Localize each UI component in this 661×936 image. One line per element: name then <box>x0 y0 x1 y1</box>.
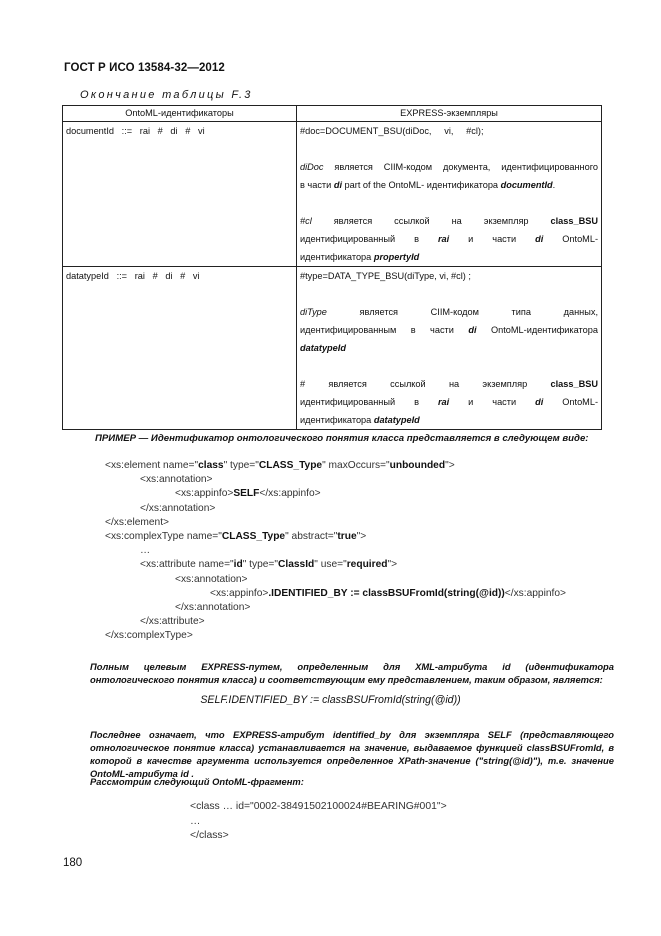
paragraph-express-path: Полным целевым EXPRESS-путем, определенным для XML-атрибута id (идентификатора онтологического понятия класса) и соответствующим ему представлением, таким образом, является: <box>90 661 614 685</box>
table-caption: Окончание таблицы F.3 <box>80 89 253 101</box>
code-line: <xs:annotation> <box>175 573 248 585</box>
code-line: <xs:annotation> <box>140 474 213 486</box>
row1-line3a: #cl является ссылкой на экземпляр class_BSU <box>300 216 598 226</box>
page-number: 180 <box>63 857 83 869</box>
row2-identifier <box>63 267 297 430</box>
standard-header: ГОСТ Р ИСО 13584-32—2012 <box>64 62 225 74</box>
row2-line2c: datatypeId <box>300 343 346 353</box>
formula: SELF.IDENTIFIED_BY := classBSUFromId(string(@id)) <box>200 694 461 706</box>
code-line: <xs:complexType name="CLASS_Type" abstract="true"> <box>105 531 367 543</box>
code-line: <xs:appinfo>.IDENTIFIED_BY := classBSUFromId(string(@id))</xs:appinfo> <box>210 587 566 599</box>
col-header-ontoml: OntoML-идентификаторы <box>63 106 297 122</box>
row1-line3b: идентифицированный в rai и части di OntoML- <box>300 234 599 244</box>
code-line: </xs:element> <box>105 516 169 528</box>
table-row <box>63 122 602 267</box>
row1-instances <box>297 122 602 267</box>
paragraph-consider: Рассмотрим следующий OntoML-фрагмент: <box>90 776 304 787</box>
col-header-express: EXPRESS-экземпляры <box>297 106 602 122</box>
row2-identifier-text: datatypeId ::= rai # di # vi <box>66 271 200 281</box>
example-title: ПРИМЕР — Идентификатор онтологического понятия класса представляется в следующем виде: <box>95 433 589 444</box>
code-line: … <box>140 545 151 557</box>
code-line: <xs:appinfo>SELF</xs:appinfo> <box>175 488 321 500</box>
row2-instances <box>297 267 602 430</box>
table-header-row <box>63 106 602 122</box>
row2-line2b: идентифицированным в части di OntoML-идентификатора <box>300 325 598 335</box>
code-line: </xs:complexType> <box>105 630 193 642</box>
fragment-line: <class … id="0002-38491502100024#BEARING#001"> <box>190 801 447 812</box>
fragment-line: </class> <box>190 830 229 841</box>
row2-line3b: идентифицированный в rai и части di OntoML- <box>300 397 599 407</box>
code-line: <xs:attribute name="id" type="ClassId" use="required"> <box>140 559 398 571</box>
row2-line2a: diType является CIIM-кодом типа данных, <box>300 307 598 317</box>
row1-line2b: в части di part of the OntoML- идентификатора documentId. <box>300 180 556 190</box>
row1-line2a: diDoc является CIIM-кодом документа, идентифицированного <box>300 162 598 172</box>
row1-identifier <box>63 122 297 267</box>
fragment-line: … <box>190 815 201 827</box>
identifiers-table <box>62 105 602 430</box>
code-line: <xs:element name="class" type="CLASS_Type" maxOccurs="unbounded"> <box>105 460 455 471</box>
row2-line3a: # является ссылкой на экземпляр class_BSU <box>300 379 598 389</box>
code-line: </xs:attribute> <box>140 616 205 628</box>
ontoml-fragment <box>190 800 610 844</box>
table-row <box>63 267 602 430</box>
row1-line1: #doc=DOCUMENT_BSU(diDoc, vi, #cl); <box>300 126 484 136</box>
code-line: </xs:annotation> <box>140 502 216 514</box>
row2-line3c: идентификатора datatypeId <box>300 415 420 425</box>
row1-line3c: идентификатора propertyId <box>300 252 420 262</box>
xml-code-block <box>105 459 625 644</box>
code-line: </xs:annotation> <box>175 602 251 614</box>
row2-line1: #type=DATA_TYPE_BSU(diType, vi, #cl) ; <box>300 271 471 281</box>
paragraph-meaning: Последнее означает, что EXPRESS-атрибут identified_by для экземпляра SELF (представляющего отнологическое понятие класса) устанавливается на значение, выдаваемое функцией classBSUFromId, в которой в качестве аргумента используется определенное XPath-значение ("string(@id)"), т.е. значение OntoML-атрибута id . <box>90 729 614 779</box>
row1-identifier-text: documentId ::= rai # di # vi <box>66 126 205 136</box>
